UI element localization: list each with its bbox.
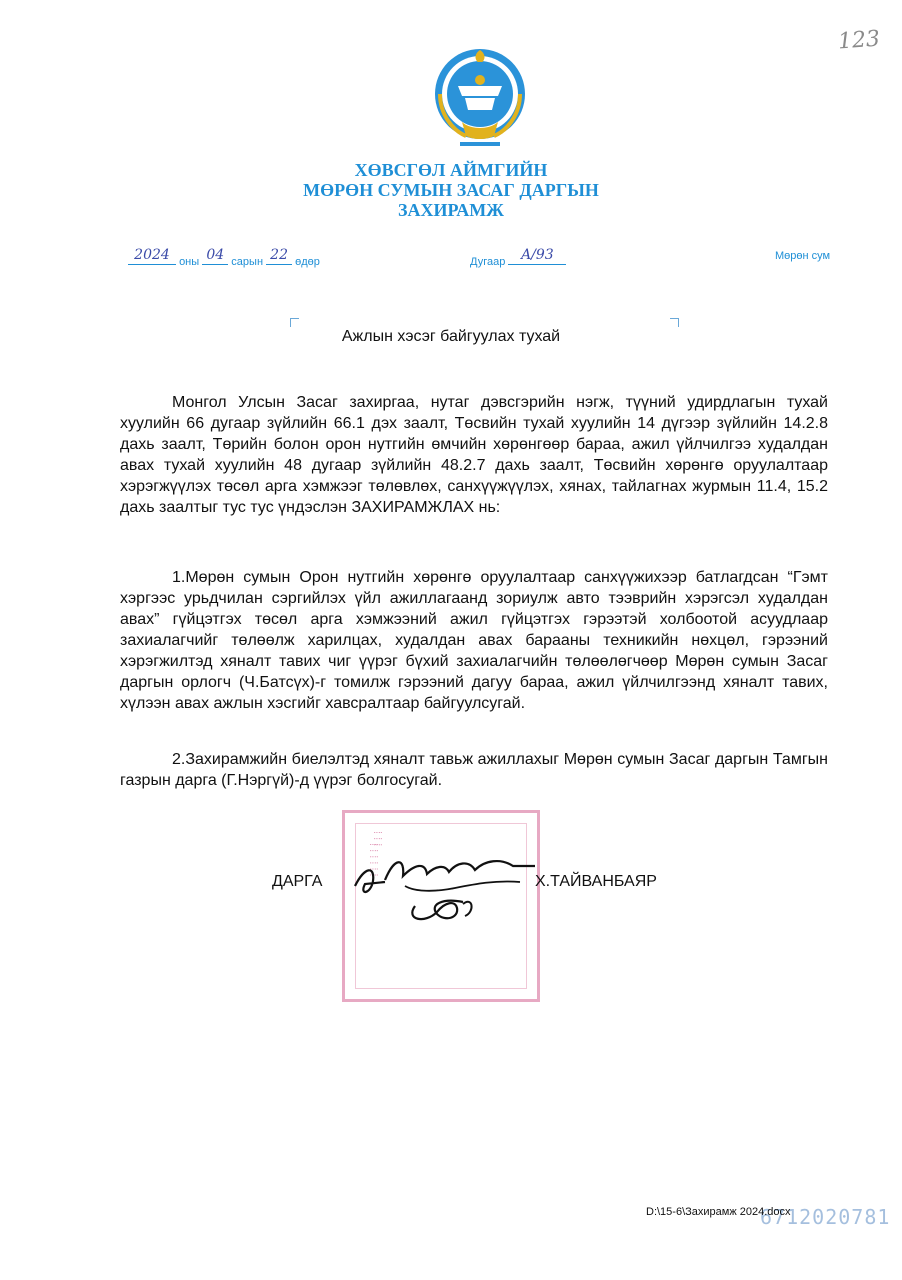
stamp-mark-top: ⁞ ⁞ ⁞ [371,831,383,847]
header-line-sum: МӨРӨН СУМЫН ЗАСАГ ДАРГЫН [303,180,599,200]
year-label: оны [179,256,200,268]
place-label: Мөрөн сум [775,250,831,262]
month-label: сарын [231,256,264,268]
document-header [0,160,902,220]
date-line [128,247,320,268]
number-label: Дугаар [470,256,506,268]
file-path: D:\15-6\Захирамж 2024.docx [646,1206,791,1218]
number-field: A/93 [508,250,566,265]
stamp-serial-number: 6712020781 [760,1205,891,1229]
intro-paragraph: Монгол Улсын Засаг захиргаа, нутаг дэвсгэрийн нэгж, түүний удирдлагын тухай хуулийн 66 дугаар зүйлийн 66.1 дэх заалт, Төсвийн тухай хуулийн 14 дүгээр зүйлийн 14.2.8 дахь заалт, Төрийн болон орон нутгийн өмчийн хөрөнгөөр бараа, ажил үйлчилгээ худалдан авах тухай хуулийн 48 дугаар зүйлийн 48.2.7 дахь заалт, Төсвийн хөрөнгө оруулалтаар хэрэгжүүлэх төсөл арга хэмжээг төлөвлөх, санхүүжүүлэх, хянах, тайлагнах журмын 11.4, 15.2 дахь заалтыг тус тус үндэслэн ЗАХИРАМЖЛАХ нь: [120,394,828,516]
document-subject: Ажлын хэсэг байгуулах тухай [341,328,561,345]
subject-corner-left [290,318,299,327]
clause-1: 1.Мөрөн сумын Орон нутгийн хөрөнгө оруулалтаар санхүүжихээр батлагдсан “Гэмт хэргээс урьдчилан сэргийлэх үйл ажиллагаанд зориулж авто тээврийн хэрэгсэл худалдан авах” гүйцэтгэх төсөл арга хэмжээний ажил гүйцэтгэх гэрээтэй холбоотой асуудлаар захиалагчийг төлөөлж харилцах, худалдан авах барааны техникийн нөхцөл, гэрээний хэрэгжилтэд хяналт тавих чиг үүрэг бүхий захиалагчийн төлөөлөгчөөр Мөрөн сумын Засаг даргын орлогч (Ч.Батсүх)-г томилж гэрээний дагуу бараа, ажил үйлчилгээнд хяналт тавих, хүлээн авах ажлын хэсгийг хавсралтаар байгуулсугай. [120,569,828,712]
number-line [470,247,566,268]
day-field: 22 [266,250,292,265]
signatory-name: Х.ТАЙВАНБАЯР [535,873,657,890]
header-line-title: ЗАХИРАМЖ [398,200,504,220]
state-emblem-icon [432,44,528,148]
signatory-title: ДАРГА [272,873,323,890]
day-label: өдөр [295,256,320,268]
handwritten-signature [345,846,545,926]
header-line-aimag: ХӨВСГӨЛ АЙМГИЙН [354,160,548,180]
clause-2: 2.Захирамжийн биелэлтэд хяналт тавьж ажиллахыг Мөрөн сумын Засаг даргын Тамгын газрын дарга (Г.Нэргүй)-д үүрэг болгосугай. [120,751,828,789]
month-field: 04 [202,250,228,265]
page-number: 123 [837,26,881,55]
year-field: 2024 [128,250,176,265]
subject-corner-right [670,318,679,327]
stamp-mark-left: ⁞ ⁞ ⁞ ⁞ ⁞ ⁞ [367,843,379,877]
